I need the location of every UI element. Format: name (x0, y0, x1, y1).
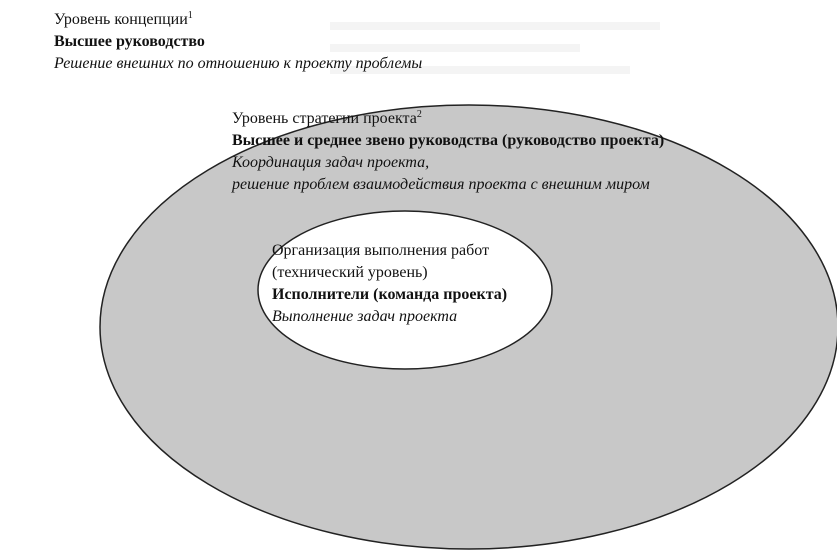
execution-level-actor: Исполнители (команда проекта) (272, 286, 508, 303)
execution-level-block (272, 240, 507, 328)
strategy-level-task-2: решение проблем взаимодействия проекта с внешним миром (232, 176, 650, 193)
concept-level-task: Решение внешних по отношению к проекту проблемы (54, 55, 423, 72)
concept-footnote-mark: 1 (187, 10, 193, 21)
execution-level-title-1: Организация выполнения работ (272, 242, 490, 259)
strategy-level-title: Уровень стратегии проекта (232, 110, 417, 127)
concept-level-title: Уровень концепции (54, 11, 188, 28)
strategy-level-title-line (232, 108, 664, 130)
execution-level-title-2: (технический уровень) (272, 264, 428, 281)
strategy-level-actor: Высшее и среднее звено руководства (руководство проекта) (232, 132, 665, 149)
strategy-level-block (232, 108, 664, 196)
concept-level-title-line (54, 9, 422, 31)
strategy-level-task-1: Координация задач проекта, (232, 154, 430, 171)
strategy-footnote-mark: 2 (416, 109, 422, 120)
execution-level-task: Выполнение задач проекта (272, 308, 458, 325)
concept-level-block (54, 9, 422, 75)
concept-level-actor: Высшее руководство (54, 33, 205, 50)
